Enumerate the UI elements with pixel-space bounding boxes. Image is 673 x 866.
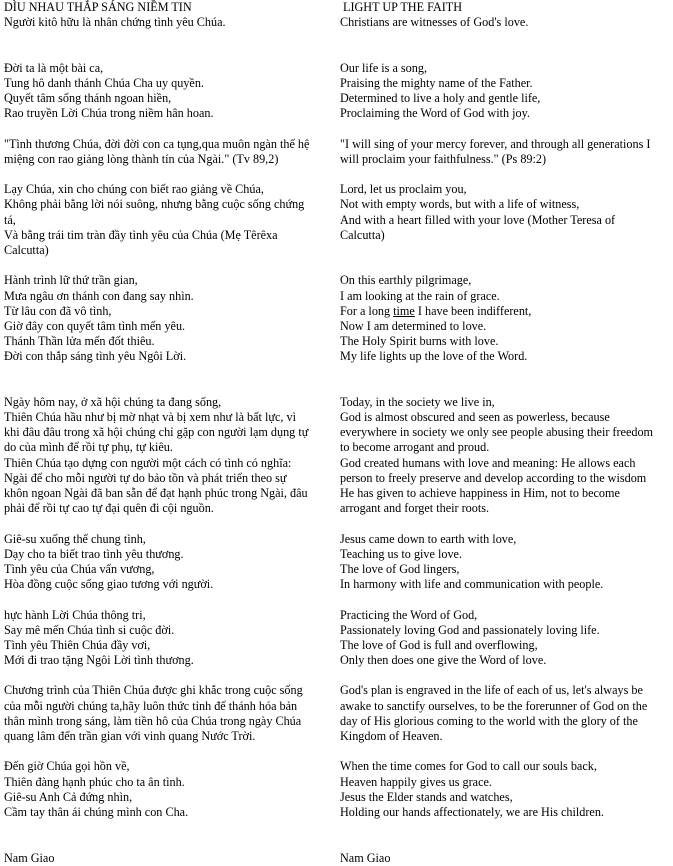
- vietnamese-line: Giê-su xuống thế chung tình,: [4, 531, 146, 546]
- english-line: Holding our hands affectionately, we are His children.: [340, 804, 604, 819]
- english-line: Teaching us to give love.: [340, 546, 463, 561]
- english-line: In harmony with life and communication with people.: [340, 577, 604, 592]
- vietnamese-line: do của mình để rồi tự phụ, tự kiêu.: [4, 440, 173, 455]
- vietnamese-line: Lạy Chúa, xin cho chúng con biết rao giảng về Chúa,: [4, 182, 264, 197]
- english-line: Jesus came down to earth with love,: [340, 531, 517, 546]
- english-line: Lord, let us proclaim you,: [340, 182, 467, 197]
- vietnamese-line: Thiên Chúa tạo dựng con người một cách có tình có nghĩa:: [4, 455, 292, 470]
- english-line: Determined to live a holy and gentle life,: [340, 91, 541, 106]
- english-line: [340, 167, 670, 182]
- vietnamese-lines: [4, 15, 334, 866]
- english-line: will proclaim your faithfulness." (Ps 89:2): [340, 151, 547, 166]
- vietnamese-line: [4, 744, 334, 759]
- english-line: arrogant and forget their roots.: [340, 501, 490, 516]
- vietnamese-line: Dạy cho ta biết trao tình yêu thương.: [4, 546, 184, 561]
- english-line: [340, 258, 670, 273]
- vietnamese-column: [4, 0, 334, 866]
- english-line: [340, 516, 670, 531]
- vietnamese-line: Giê-su Anh Cả đứng nhìn,: [4, 789, 133, 804]
- vietnamese-line: Hòa đồng cuộc sống giao tương với người.: [4, 577, 214, 592]
- english-line: The love of God lingers,: [340, 561, 460, 576]
- vietnamese-line: [4, 820, 334, 835]
- vietnamese-line: "Tình thương Chúa, đời đời con ca tụng,qua muôn ngàn thế hệ: [4, 136, 310, 151]
- english-line: The love of God is full and overflowing,: [340, 637, 538, 652]
- underlined-word: time: [393, 303, 415, 318]
- vietnamese-line: [4, 258, 334, 273]
- vietnamese-line: tá,: [4, 212, 16, 227]
- english-line: Only then does one give the Word of love.: [340, 653, 547, 668]
- english-line: When the time comes for God to call our souls back,: [340, 759, 597, 774]
- vietnamese-line: Ngày hôm nay, ở xã hội chúng ta đang sống,: [4, 394, 222, 409]
- english-line: God's plan is engraved in the life of each of us, let's always be: [340, 683, 643, 698]
- vietnamese-title: DÌU NHAU THẮP SÁNG NIỀM TIN: [4, 0, 192, 14]
- english-line: Nam Giao: [340, 850, 391, 865]
- english-line: [340, 835, 670, 850]
- english-line: Christians are witnesses of God's love.: [340, 15, 529, 30]
- vietnamese-line: khi đâu đâu trong xã hội chúng chỉ gặp con người lạm dụng tự: [4, 425, 309, 440]
- vietnamese-line: Tung hô danh thánh Chúa Cha uy quyền.: [4, 75, 204, 90]
- english-line: Calcutta): [340, 227, 385, 242]
- vietnamese-line: miệng con rao giảng lòng thành tín của Ngài." (Tv 89,2): [4, 151, 279, 166]
- vietnamese-line: Say mê mến Chúa tình si cuộc đời.: [4, 622, 175, 637]
- vietnamese-line: Thiên đàng hạnh phúc cho ta ân tình.: [4, 774, 185, 789]
- english-line: [340, 365, 670, 380]
- vietnamese-line: [4, 167, 334, 182]
- vietnamese-line: hực hành Lời Chúa thông tri,: [4, 607, 146, 622]
- english-line: And with a heart filled with your love (Mother Teresa of: [340, 212, 616, 227]
- vietnamese-line: [4, 835, 334, 850]
- vietnamese-line: Ngài để cho mỗi người tự do bảo tồn và phát triển theo sự: [4, 470, 287, 485]
- english-line: awake to sanctify ourselves, to be the forerunner of God on the: [340, 698, 648, 713]
- english-line: [340, 46, 670, 61]
- english-line: The Holy Spirit burns with love.: [340, 334, 499, 349]
- vietnamese-line: Rao truyền Lời Chúa trong niềm hân hoan.: [4, 106, 214, 121]
- vietnamese-line: Từ lâu con đã vô tình,: [4, 303, 112, 318]
- english-line: everywhere in society we only see people abusing their freedom: [340, 425, 654, 440]
- vietnamese-line: Đến giờ Chúa gọi hồn về,: [4, 759, 130, 774]
- english-line: Our life is a song,: [340, 60, 427, 75]
- english-line: Not with empty words, but with a life of witness,: [340, 197, 580, 212]
- vietnamese-line: quang lâm đến trần gian với vinh quang Nước Trời.: [4, 729, 256, 743]
- vietnamese-line: Không phải bằng lời nói suông, nhưng bằng cuộc sống chứng: [4, 197, 305, 212]
- vietnamese-line: Thiên Chúa hầu như bị mờ nhạt và bị xem như là bất lực, vì: [4, 410, 296, 425]
- vietnamese-line: Tình yêu của Chúa vấn vương,: [4, 561, 155, 576]
- english-line: Praising the mighty name of the Father.: [340, 75, 533, 90]
- vietnamese-line: [4, 30, 334, 45]
- vietnamese-line: Calcutta): [4, 243, 49, 257]
- english-line: For a long time I have been indifferent,: [340, 303, 532, 318]
- vietnamese-line: Người kitô hữu là nhân chứng tình yêu Chúa.: [4, 15, 226, 30]
- english-lines: [340, 15, 670, 866]
- vietnamese-line: Nam Giao: [4, 850, 55, 865]
- english-line: My life lights up the love of the Word.: [340, 349, 528, 364]
- vietnamese-line: Chương trình của Thiên Chúa được ghi khắc trong cuộc sống: [4, 683, 303, 698]
- english-title: LIGHT UP THE FAITH: [343, 0, 463, 14]
- english-line: God created humans with love and meaning: He allows each: [340, 455, 636, 470]
- english-line: Kingdom of Heaven.: [340, 729, 443, 743]
- vietnamese-line: [4, 592, 334, 607]
- vietnamese-line: Thánh Thần lửa mến đốt thiêu.: [4, 334, 155, 349]
- english-line: person to freely preserve and develop according to the wisdom: [340, 470, 647, 485]
- english-line: God is almost obscured and seen as powerless, because: [340, 410, 610, 425]
- vietnamese-line: khôn ngoan Ngài đã ban sẵn để đạt hạnh phúc trong Ngài, đâu: [4, 486, 308, 500]
- english-line: [340, 592, 670, 607]
- english-line: [340, 30, 670, 45]
- vietnamese-line: [4, 122, 334, 137]
- english-line: [340, 122, 670, 137]
- english-line: Passionately loving God and passionately loving life.: [340, 622, 600, 637]
- vietnamese-line: thân mình trong sáng, làm tiền hô của Chúa trong ngày Chúa: [4, 713, 302, 728]
- english-line: [340, 744, 670, 759]
- vietnamese-line: Hành trình lữ thứ trần gian,: [4, 273, 138, 288]
- vietnamese-line: của mỗi người chúng ta,hãy luôn thức tỉnh để thánh hóa bản: [4, 698, 298, 713]
- english-line: [340, 243, 670, 258]
- vietnamese-line: Giờ đây con quyết tâm tình mến yêu.: [4, 318, 186, 333]
- english-line: On this earthly pilgrimage,: [340, 273, 472, 288]
- vietnamese-line: Đời ta là một bài ca,: [4, 60, 104, 75]
- vietnamese-line: [4, 380, 334, 395]
- english-column: [340, 0, 670, 866]
- vietnamese-line: [4, 365, 334, 380]
- vietnamese-line: Quyết tâm sống thánh ngoan hiền,: [4, 91, 172, 106]
- vietnamese-line: phải để rồi tự cao tự đại quên đi cội nguồn.: [4, 501, 214, 516]
- english-line: "I will sing of your mercy forever, and through all generations I: [340, 136, 651, 151]
- english-line: [340, 668, 670, 683]
- vietnamese-line: Đời con thắp sáng tình yêu Ngôi Lời.: [4, 349, 187, 364]
- english-line: [340, 380, 670, 395]
- english-line: Practicing the Word of God,: [340, 607, 478, 622]
- english-line: to become arrogant and proud.: [340, 440, 490, 455]
- vietnamese-line: Và bằng trái tim tràn đầy tình yêu của Chúa (Mẹ Têrêxa: [4, 227, 278, 242]
- english-line: [340, 820, 670, 835]
- vietnamese-line: Tình yêu Thiên Chúa đầy vơi,: [4, 637, 151, 652]
- vietnamese-line: Mới đi trao tặng Ngôi Lời tình thương.: [4, 653, 194, 668]
- english-line: Today, in the society we live in,: [340, 394, 495, 409]
- english-line: Now I am determined to love.: [340, 318, 487, 333]
- vietnamese-line: [4, 46, 334, 61]
- english-line: Heaven happily gives us grace.: [340, 774, 492, 789]
- english-line: Proclaiming the Word of God with joy.: [340, 106, 530, 121]
- vietnamese-line: Cầm tay thân ái chúng mình con Cha.: [4, 804, 189, 819]
- vietnamese-line: [4, 516, 334, 531]
- english-line: Jesus the Elder stands and watches,: [340, 789, 513, 804]
- vietnamese-line: [4, 668, 334, 683]
- english-line: I am looking at the rain of grace.: [340, 288, 500, 303]
- vietnamese-line: Mưa ngâu ơn thánh con đang say nhìn.: [4, 288, 194, 303]
- english-line: He has given to achieve happiness in Him, not to become: [340, 486, 620, 500]
- english-line: day of His glorious coming to the world with the glory of the: [340, 713, 638, 728]
